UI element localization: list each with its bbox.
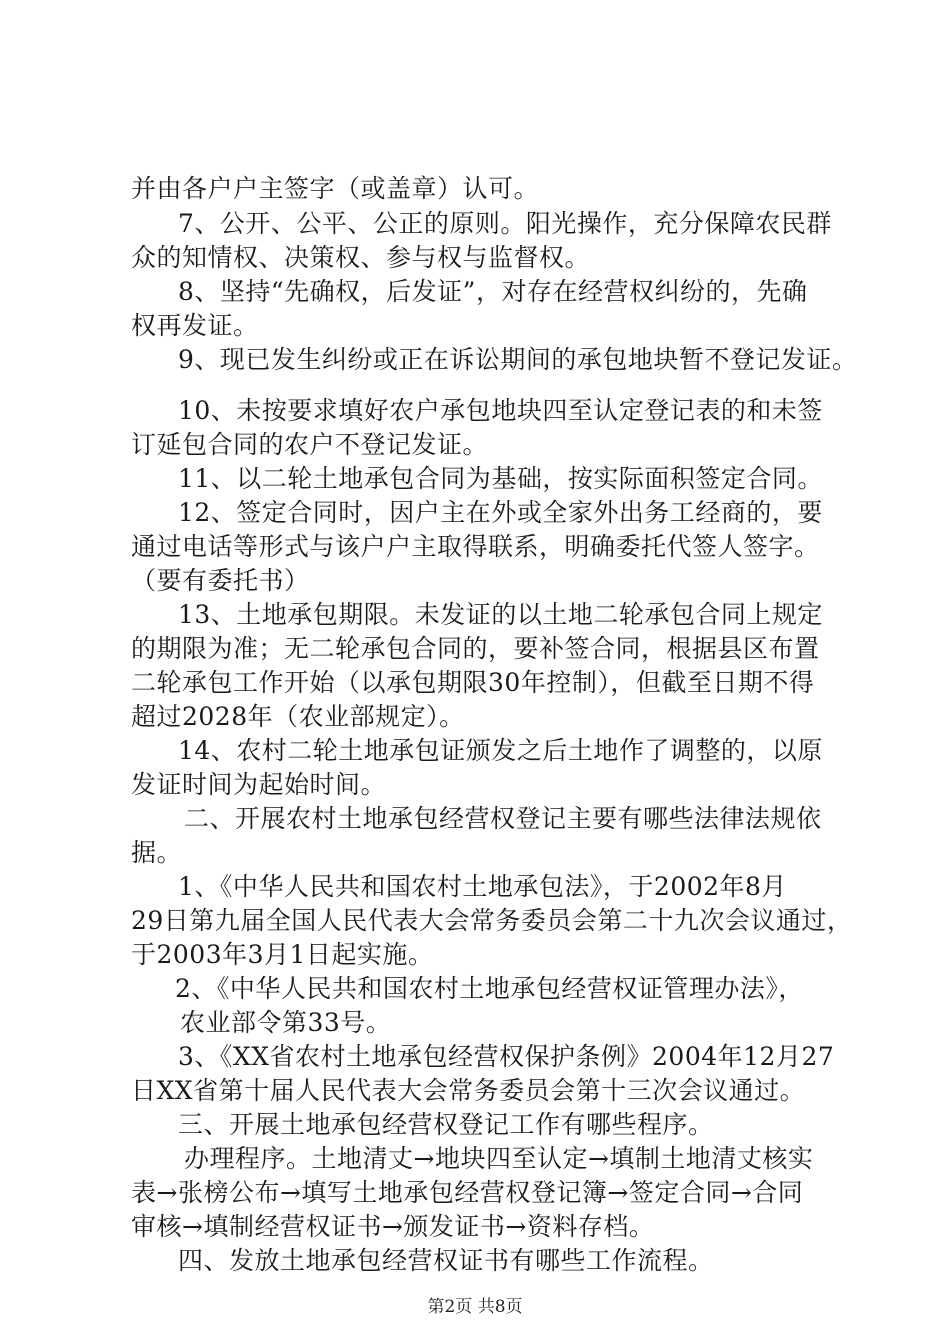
text-line: 权再发证。 — [131, 311, 259, 340]
text-line: 2、《中华人民共和国农村土地承包经营权证管理办法》， — [175, 974, 804, 1003]
text-line: 通过电话等形式与该户户主取得联系，明确委托代签人签字。 — [131, 532, 820, 561]
section-heading: 三、开展土地承包经营权登记工作有哪些程序。 — [178, 1110, 714, 1139]
text-line: 农业部令第33号。 — [180, 1008, 392, 1037]
text-line: 发证时间为起始时间。 — [131, 770, 387, 799]
text-line: 众的知情权、决策权、参与权与监督权。 — [131, 243, 591, 272]
text-line: 超过2028年（农业部规定）。 — [131, 702, 465, 731]
text-line: 日XX省第十届人民代表大会常务委员会第十三次会议通过。 — [131, 1076, 806, 1105]
section-heading: 二、开展农村土地承包经营权登记主要有哪些法律法规依 — [184, 804, 822, 833]
text-line: 二轮承包工作开始（以承包期限30年控制），但截至日期不得 — [131, 668, 815, 697]
text-line: 的期限为准；无二轮承包合同的，要补签合同，根据县区布置 — [131, 634, 820, 663]
text-line: 于2003年3月1日起实施。 — [131, 940, 434, 969]
text-line: 办理程序。土地清丈→地块四至认定→填制土地清丈核实 — [184, 1144, 814, 1173]
text-line: 审核→填制经营权证书→颁发证书→资料存档。 — [131, 1212, 655, 1241]
text-line: 订延包合同的农户不登记发证。 — [131, 430, 489, 459]
section-heading: 四、发放土地承包经营权证书有哪些工作流程。 — [178, 1246, 714, 1275]
text-line: 14、农村二轮土地承包证颁发之后土地作了调整的，以原 — [178, 736, 823, 765]
text-line: 11、以二轮土地承包合同为基础，按实际面积签定合同。 — [178, 464, 823, 493]
page-number: 第2页 共8页 — [427, 1297, 523, 1317]
text-line: 12、签定合同时，因户主在外或全家外出务工经商的，要 — [178, 498, 823, 527]
text-line: 表→张榜公布→填写土地承包经营权登记簿→签定合同→合同 — [131, 1178, 804, 1207]
text-line: 13、土地承包期限。未发证的以土地二轮承包合同上规定 — [178, 600, 823, 629]
text-line: 9、现已发生纠纷或正在诉讼期间的承包地块暂不登记发证。 — [178, 345, 858, 374]
section-heading: 据。 — [131, 838, 183, 867]
text-line: 8、坚持“先确权，后发证”，对存在经营权纠纷的，先确 — [178, 277, 808, 306]
text-line: （要有委托书） — [131, 566, 310, 595]
text-line: 29日第九届全国人民代表大会常务委员会第二十九次会议通过， — [131, 906, 853, 935]
text-line: 并由各户户主签字（或盖章）认可。 — [131, 174, 540, 203]
text-line: 10、未按要求填好农户承包地块四至认定登记表的和未签 — [178, 396, 823, 425]
text-line: 1、《中华人民共和国农村土地承包法》，于2002年8月 — [178, 872, 787, 901]
text-line: 7、公开、公平、公正的原则。阳光操作，充分保障农民群 — [178, 209, 832, 238]
text-line: 3、《XX省农村土地承包经营权保护条例》2004年12月27 — [178, 1042, 835, 1071]
